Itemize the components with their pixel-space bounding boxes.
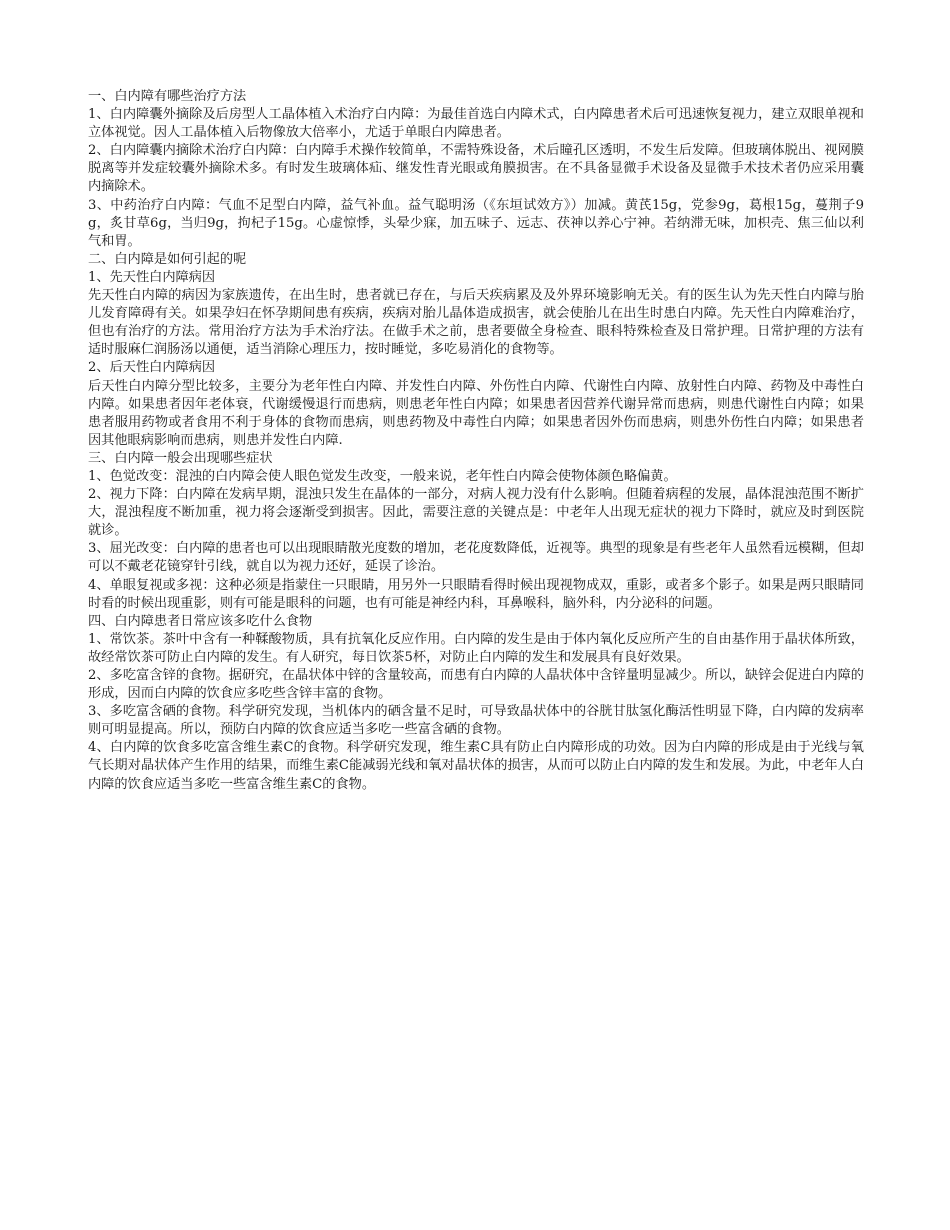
paragraph-refraction-change: 3、屈光改变：白内障的患者也可以出现眼睛散光度数的增加，老花度数降低，近视等。典型的现象是有些老年人虽然看远模糊，但却可以不戴老花镜穿针引线，就自以为视力还好，延误了诊治。	[88, 541, 864, 575]
paragraph-tea: 1、常饮茶。茶叶中含有一种鞣酸物质，具有抗氧化反应作用。白内障的发生是由于体内氧化反应所产生的自由基作用于晶状体所致，故经常饮茶可防止白内障的发生。有人研究，每日饮茶5杯，对防止白内障的发生和发展具有良好效果。	[88, 631, 864, 665]
paragraph-vision-decline: 2、视力下降：白内障在发病早期，混浊只发生在晶体的一部分，对病人视力没有什么影响。但随着病程的发展，晶体混浊范围不断扩大，混浊程度不断加重，视力将会逐渐受到损害。因此，需要注意的关键点是：中老年人出现无症状的视力下降时，就应及时到医院就诊。	[88, 487, 864, 539]
paragraph-double-vision: 4、单眼复视或多视：这种必须是指蒙住一只眼睛，用另外一只眼睛看得时候出现视物成双，重影，或者多个影子。如果是两只眼睛同时看的时候出现重影，则有可能是眼科的问题，也有可能是神经内科，耳鼻喉科，脑外科，内分泌科的问题。	[88, 577, 864, 611]
paragraph-vitamin-c: 4、白内障的饮食多吃富含维生素C的食物。科学研究发现，维生素C具有防止白内障形成的功效。因为白内障的形成是由于光线与氧气长期对晶状体产生作用的结果，而维生素C能减弱光线和氧对晶状体的损害，从而可以防止白内障的发生和发展。为此，中老年人白内障的饮食应适当多吃一些富含维生素C的食物。	[88, 740, 864, 792]
section-heading-diet: 四、白内障患者日常应该多吃什么食物	[88, 613, 313, 629]
paragraph-zinc: 2、多吃富含锌的食物。据研究，在晶状体中锌的含量较高，而患有白内障的人晶状体中含锌量明显减少。所以，缺锌会促进白内障的形成，因而白内障的饮食应多吃些含锌丰富的食物。	[88, 668, 864, 702]
section-heading-treatment: 一、白内障有哪些治疗方法	[88, 89, 247, 104]
subheading-acquired: 2、后天性白内障病因	[88, 360, 216, 376]
document-body	[88, 88, 864, 794]
paragraph-acquired: 后天性白内障分型比较多，主要分为老年性白内障、并发性白内障、外伤性白内障、代谢性白内障、放射性白内障、药物及中毒性白内障。如果患者因年老体衰，代谢缓慢退行而患病，则患老年性白内障；如果患者因营养代谢异常而患病，则患代谢性白内障；如果患者服用药物或者食用不利于身体的食物而患病，则患药物及中毒性白内障；如果患者因外伤而患病，则患外伤性白内障；如果患者因其他眼病影响而患病，则患并发性白内障.	[88, 378, 864, 448]
paragraph-selenium: 3、多吃富含硒的食物。科学研究发现，当机体内的硒含量不足时，可导致晶状体中的谷胱甘肽氢化酶活性明显下降，白内障的发病率则可明显提高。所以，预防白内障的饮食应适当多吃一些富含硒的食物。	[88, 704, 864, 738]
paragraph-color-change: 1、色觉改变：混浊的白内障会使人眼色觉发生改变，一般来说，老年性白内障会使物体颜色略偏黄。	[88, 468, 677, 484]
section-heading-symptoms: 三、白内障一般会出现哪些症状	[88, 450, 273, 466]
paragraph-intracapsular: 2、白内障囊内摘除术治疗白内障：白内障手术操作较简单，不需特殊设备，术后瞳孔区透明，不发生后发障。但玻璃体脱出、视网膜脱离等并发症较囊外摘除术多。有时发生玻璃体疝、继发性青光眼或角膜损害。在不具备显微手术设备及显微手术技术者仍应采用囊内摘除术。	[88, 143, 864, 195]
subheading-congenital: 1、先天性白内障病因	[88, 269, 216, 285]
section-heading-causes: 二、白内障是如何引起的呢	[88, 251, 247, 267]
paragraph-congenital: 先天性白内障的病因为家族遗传，在出生时，患者就已存在，与后天疾病累及及外界环境影响无关。有的医生认为先天性白内障与胎儿发育障碍有关。如果孕妇在怀孕期间患有疾病，疾病对胎儿晶体造成损害，就会使胎儿在出生时患白内障。先天性白内障难治疗，但也有治疗的方法。常用治疗方法为手术治疗法。在做手术之前，患者要做全身检查、眼科特殊检查及日常护理。日常护理的方法有适时服麻仁润肠汤以通便，适当消除心理压力，按时睡觉，多吃易消化的食物等。	[88, 288, 864, 358]
paragraph-herbal-treatment: 3、中药治疗白内障：气血不足型白内障，益气补血。益气聪明汤（《东垣试效方》）加减。黄芪15g，党参9g，葛根15g，蔓荆子9g，炙甘草6g，当归9g，拘杞子15g。心虚惊悸，头晕少寐，加五味子、远志、茯神以养心宁神。若纳滞无味，加枳壳、焦三仙以利气和胃。	[88, 197, 864, 249]
paragraph-extracapsular: 1、白内障囊外摘除及后房型人工晶体植入术治疗白内障：为最佳首选白内障术式，白内障患者术后可迅速恢复视力，建立双眼单视和立体视觉。因人工晶体植入后物像放大倍率小，尤适于单眼白内障患者。	[88, 107, 864, 141]
